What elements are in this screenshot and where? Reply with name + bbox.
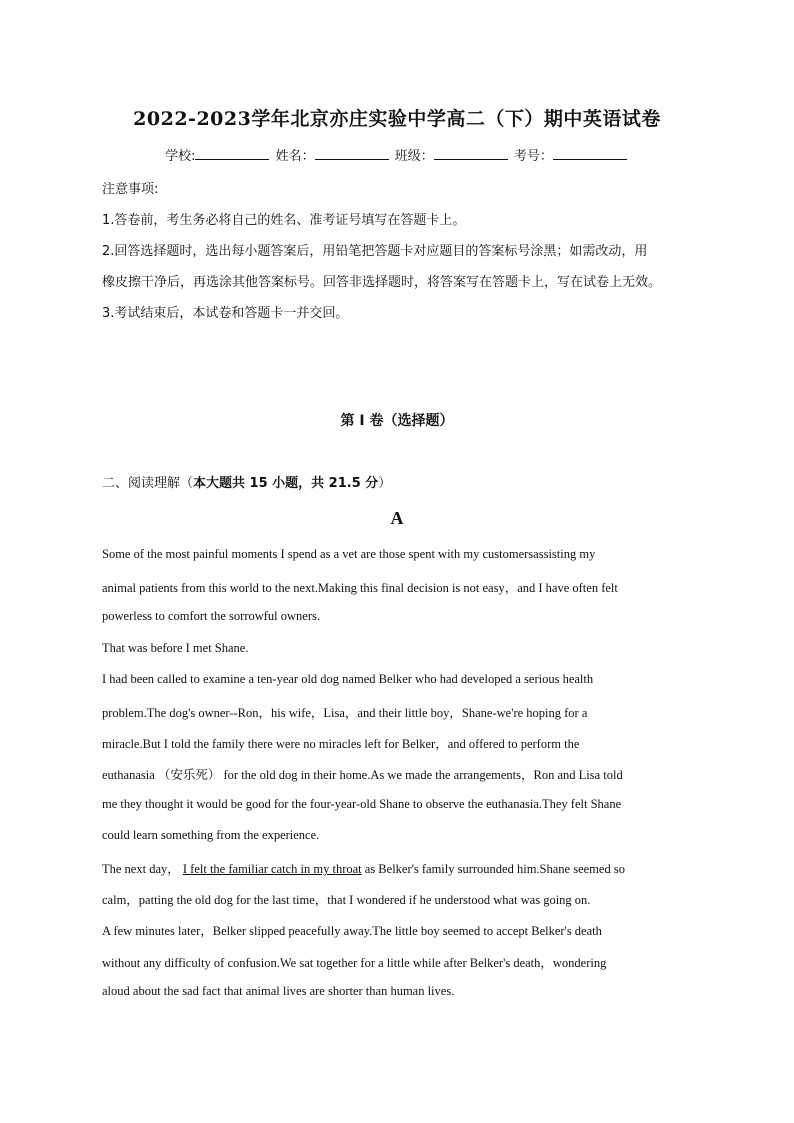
- next-day-suffix: as Belker's family surrounded him.Shane seemed so: [361, 862, 625, 876]
- class-blank[interactable]: [434, 147, 508, 160]
- next-day-prefix: The next day，: [102, 862, 180, 876]
- part-heading: [102, 472, 391, 491]
- passage-line-underlined: [102, 859, 625, 877]
- notice-item: 2.回答选择题时，选出每小题答案后，用铅笔把答题卡对应题目的答案标号涂黑；如需改动，用: [102, 244, 648, 259]
- number-label: 考号：: [513, 149, 553, 164]
- passage-line: could learn something from the experience.: [102, 828, 320, 842]
- number-blank[interactable]: [553, 147, 627, 160]
- notice-item: 橡皮擦干净后，再选涂其他答案标号。回答非选择题时，将答案写在答题卡上，写在试卷上无效。: [102, 275, 662, 290]
- passage-line: miracle.But I told the family there were no miracles left for Belker，and offered to perform the: [102, 737, 580, 751]
- student-info-row: [0, 145, 794, 164]
- passage-line: me they thought it would be good for the four-year-old Shane to observe the euthanasia.They felt Shane: [102, 797, 622, 811]
- passage-line: I had been called to examine a ten-year old dog named Belker who had developed a serious health: [102, 672, 594, 686]
- passage-line: Some of the most painful moments I spend as a vet are those spent with my customersassisting my: [102, 547, 596, 561]
- passage-line: without any difficulty of confusion.We sat together for a little while after Belker's death，wondering: [102, 956, 607, 970]
- exam-title: 2022-2023学年北京亦庄实验中学高二（下）期中英语试卷: [133, 108, 661, 130]
- passage-line: aloud about the sad fact that animal lives are shorter than human lives.: [102, 984, 455, 998]
- passage-line: animal patients from this world to the next.Making this final decision is not easy，and I have often felt: [102, 581, 618, 595]
- part-detail: 本大题共 15 小题，共 21.5 分: [193, 476, 379, 491]
- school-blank[interactable]: [195, 147, 269, 160]
- passage-line: problem.The dog's owner--Ron，his wife，Lisa，and their little boy，Shane-we're hoping for a: [102, 706, 588, 720]
- passage-line: That was before I met Shane.: [102, 641, 249, 655]
- section-title: 第 I 卷（选择题）: [340, 413, 454, 429]
- school-label: 学校:: [165, 149, 196, 164]
- passage-line: euthanasia （安乐死） for the old dog in their home.As we made the arrangements，Ron and Lisa told: [102, 768, 623, 782]
- passage-line: A few minutes later，Belker slipped peacefully away.The little boy seemed to accept Belker's death: [102, 924, 602, 938]
- notice-item: 3.考试结束后，本试卷和答题卡一并交回。: [102, 306, 349, 321]
- passage-letter: A: [390, 508, 404, 528]
- passage-line: calm，patting the old dog for the last time，that I wondered if he understood what was going on.: [102, 893, 591, 907]
- part-prefix: 二、阅读理解（: [102, 476, 194, 491]
- notice-item: 1.答卷前，考生务必将自己的姓名、准考证号填写在答题卡上。: [102, 213, 466, 228]
- notice-heading: 注意事项:: [102, 182, 159, 197]
- class-label: 班级：: [394, 149, 434, 164]
- name-blank[interactable]: [315, 147, 389, 160]
- passage-line: powerless to comfort the sorrowful owners.: [102, 609, 321, 623]
- part-suffix: ）: [378, 476, 392, 491]
- name-label: 姓名：: [275, 149, 315, 164]
- underlined-phrase: I felt the familiar catch in my throat: [182, 862, 362, 876]
